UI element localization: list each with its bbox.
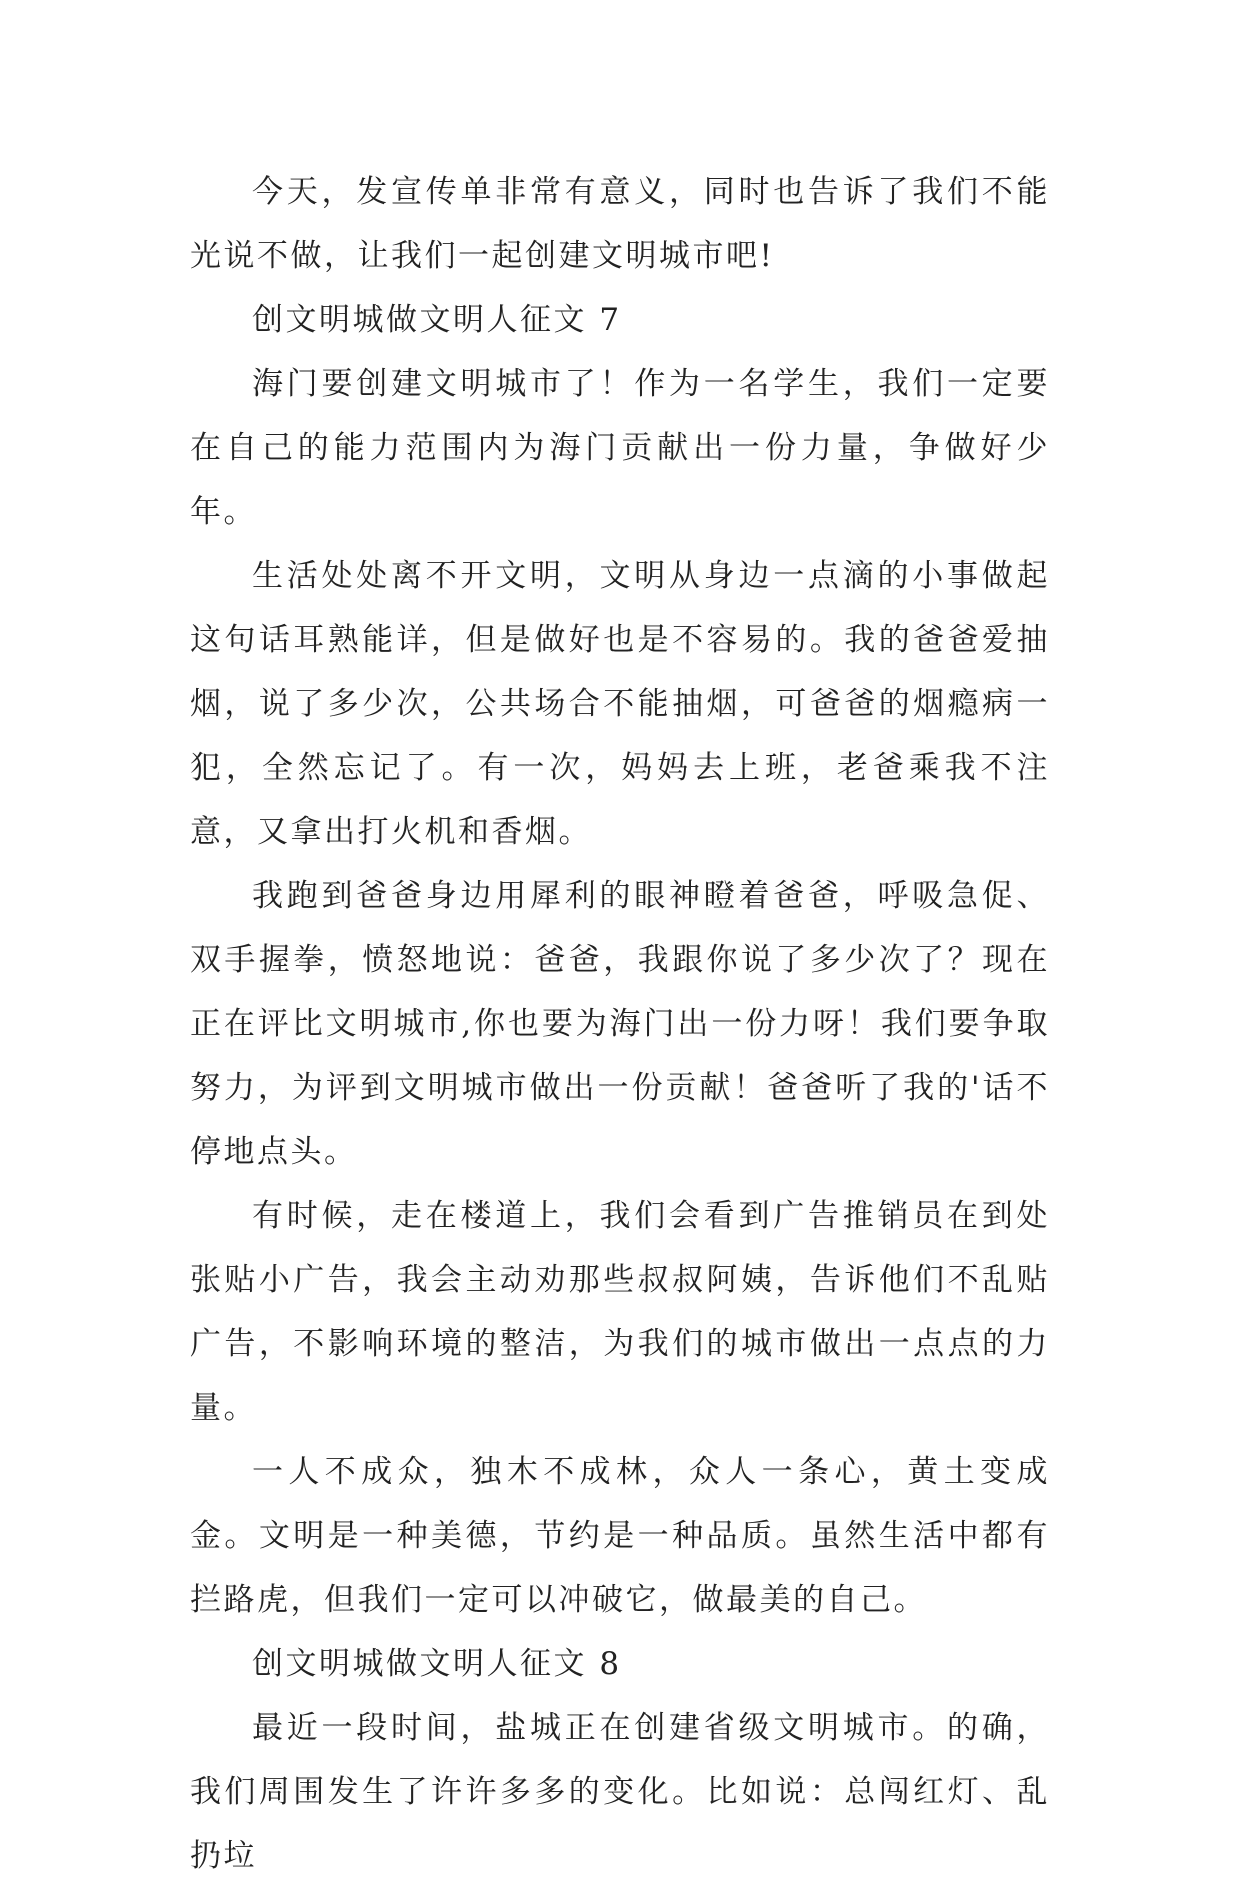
paragraph-3: 生活处处离不开文明，文明从身边一点滴的小事做起这句话耳熟能详，但是做好也是不容易的。我的爸爸爱抽烟，说了多少次，公共场合不能抽烟，可爸爸的烟瘾病一犯，全然忘记了。有一次，妈妈去上班，老爸乘我不注意，又拿出打火机和香烟。 bbox=[190, 558, 1050, 850]
essay-heading-7: 创文明城做文明人征文 7 bbox=[252, 302, 622, 338]
paragraph-7: 最近一段时间，盐城正在创建省级文明城市。的确，我们周围发生了许许多多的变化。比如说：总闯红灯、乱扔垃 bbox=[190, 1710, 1050, 1874]
paragraph-2: 海门要创建文明城市了！作为一名学生，我们一定要在自己的能力范围内为海门贡献出一份力量，争做好少年。 bbox=[190, 366, 1050, 530]
paragraph-4: 我跑到爸爸身边用犀利的眼神瞪着爸爸，呼吸急促、双手握拳，愤怒地说：爸爸，我跟你说了多少次了？现在正在评比文明城市,你也要为海门出一份力呀！我们要争取努力，为评到文明城市做出一份贡献！爸爸听了我的'话不停地点头。 bbox=[190, 878, 1050, 1170]
document-body bbox=[190, 160, 1050, 1888]
paragraph-1: 今天，发宣传单非常有意义，同时也告诉了我们不能光说不做，让我们一起创建文明城市吧! bbox=[190, 174, 1050, 274]
paragraph-6: 一人不成众，独木不成林，众人一条心，黄土变成金。文明是一种美德，节约是一种品质。虽然生活中都有拦路虎，但我们一定可以冲破它，做最美的自己。 bbox=[190, 1454, 1050, 1618]
paragraph-5: 有时候，走在楼道上，我们会看到广告推销员在到处张贴小广告，我会主动劝那些叔叔阿姨，告诉他们不乱贴广告，不影响环境的整洁，为我们的城市做出一点点的力量。 bbox=[190, 1198, 1050, 1426]
essay-heading-8: 创文明城做文明人征文 8 bbox=[252, 1646, 622, 1682]
